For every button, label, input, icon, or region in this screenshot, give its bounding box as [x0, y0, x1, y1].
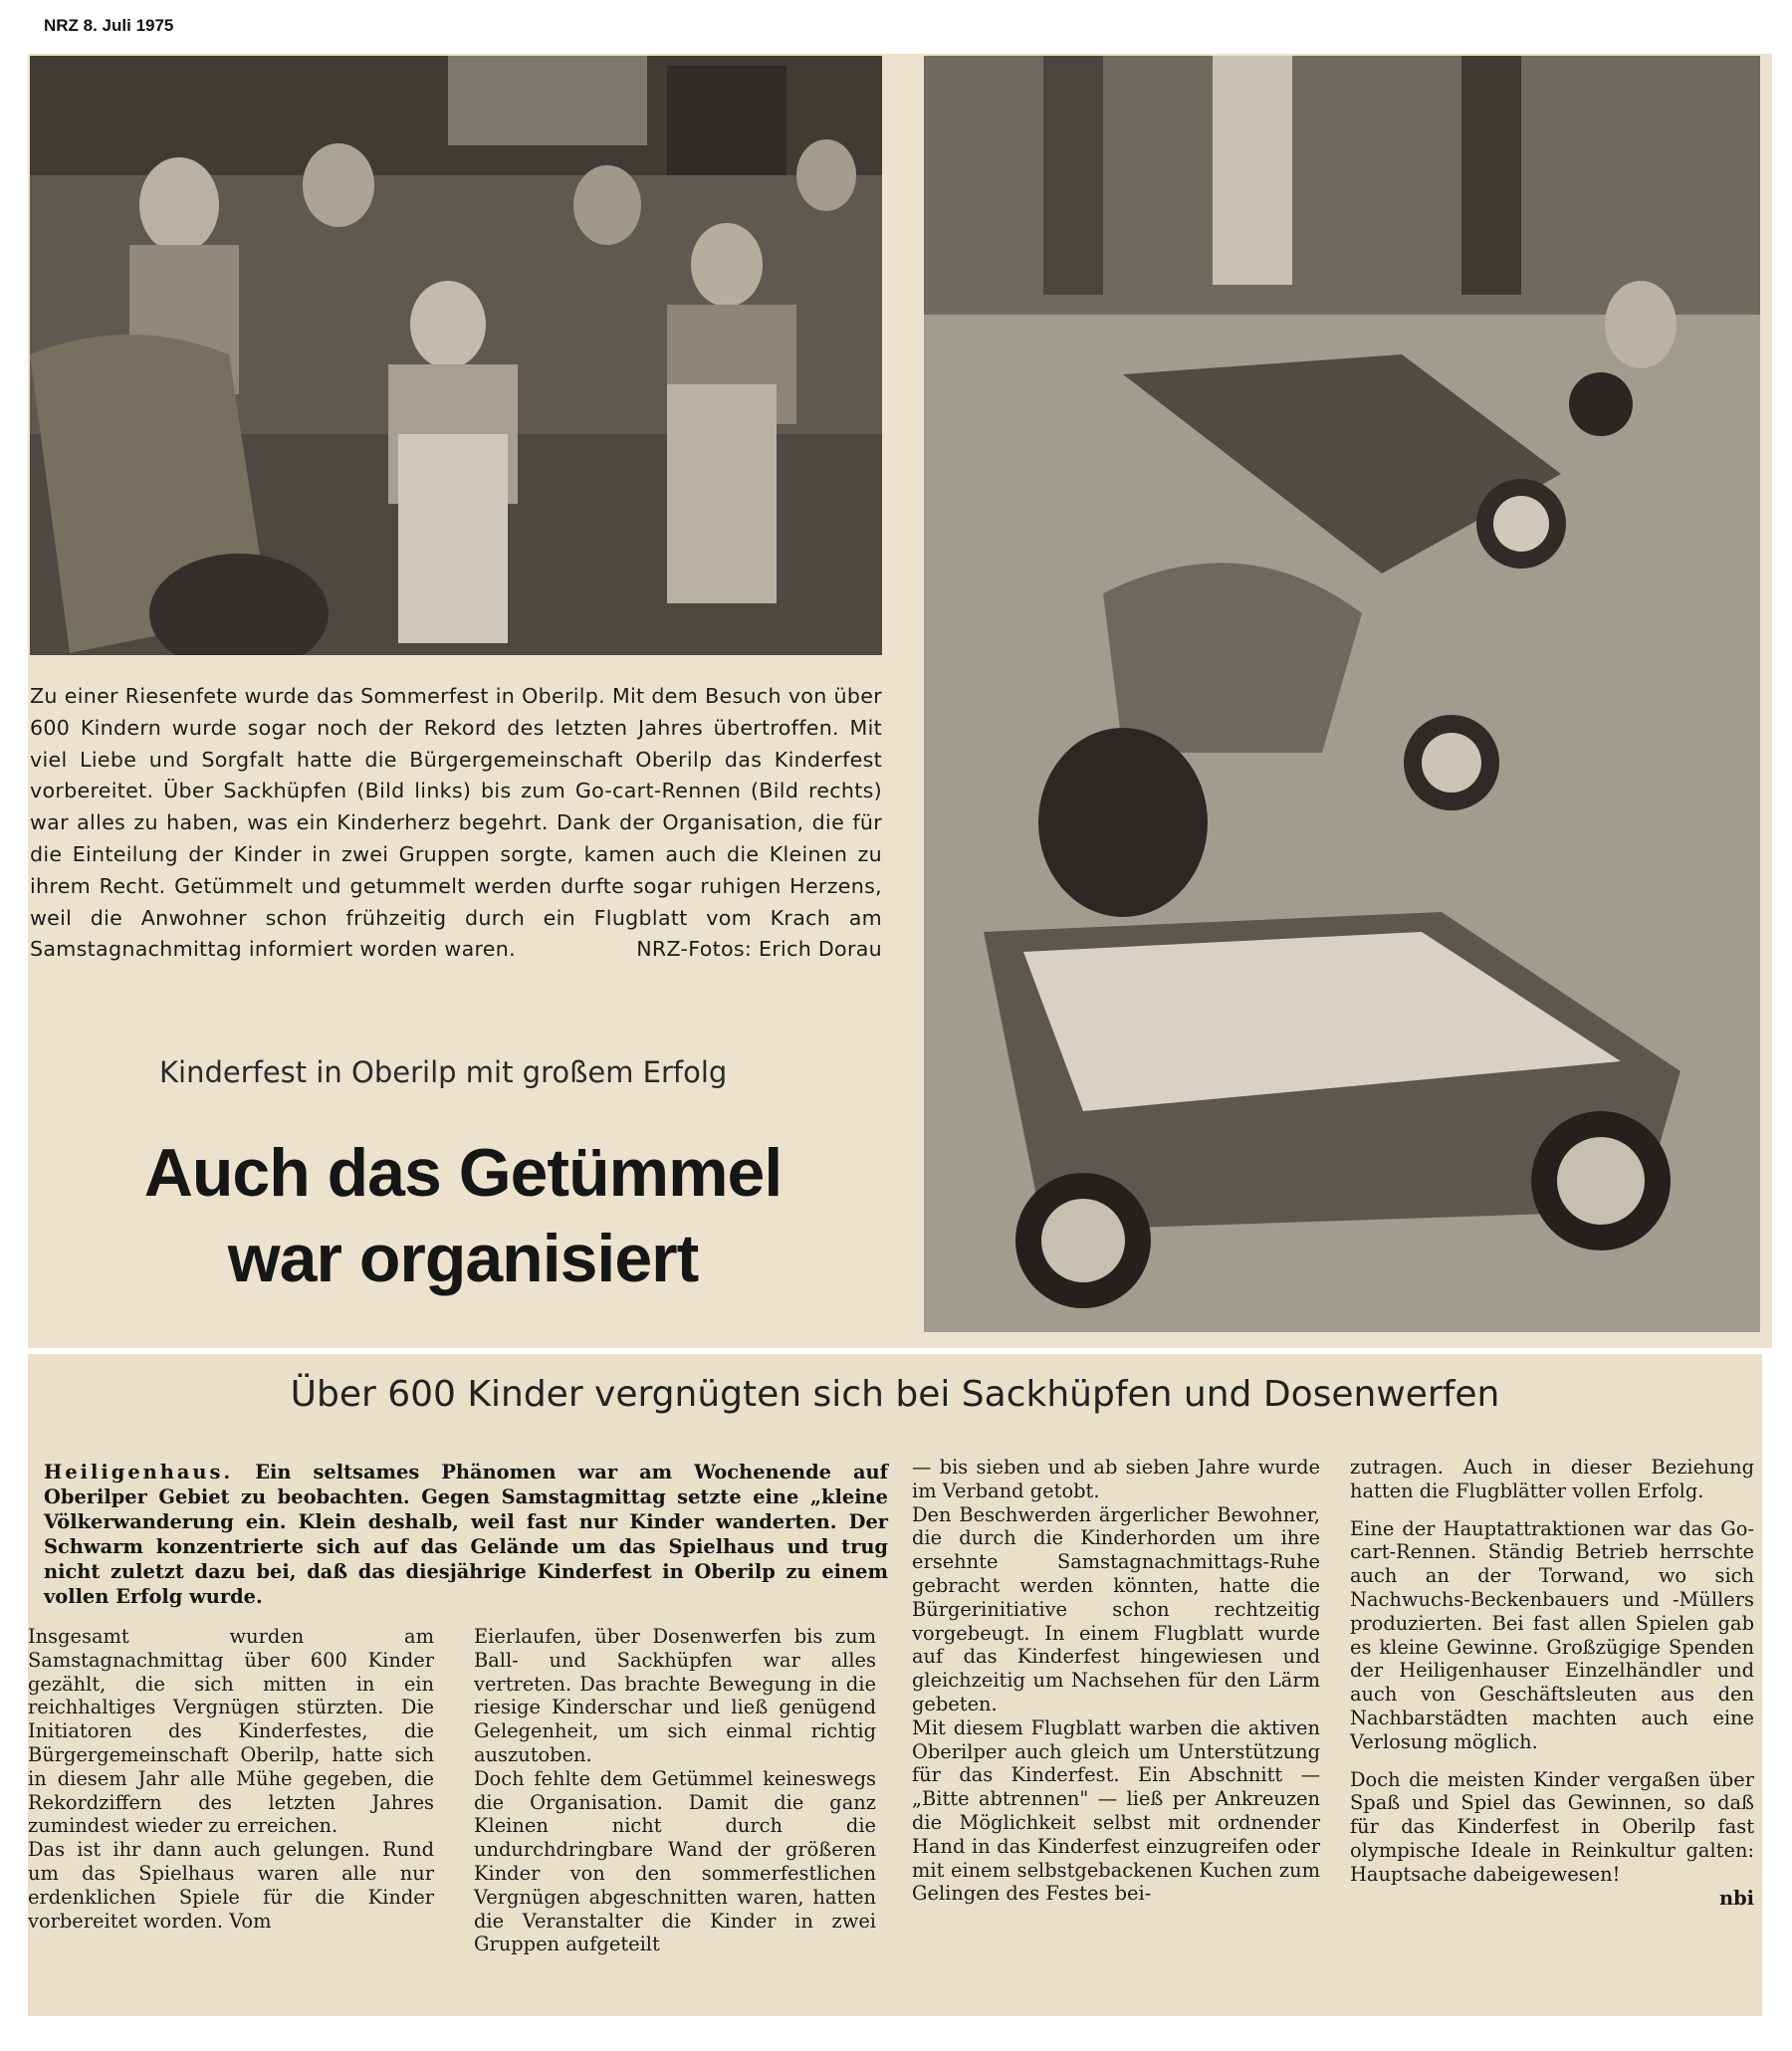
lead-paragraph	[44, 1460, 888, 1609]
article-column-2	[474, 1625, 876, 1956]
source-label: NRZ 8. Juli 1975	[44, 16, 174, 35]
paragraph: zutragen. Auch in dieser Beziehung hatten die Flugblätter vollen Erfolg.	[1350, 1456, 1754, 1502]
paragraph: Doch fehlte dem Getümmel keineswegs die Organisation. Damit die ganz Kleinen nicht durch die undurchdringbare Wand der größeren Kinder von den sommerfestlichen Vergnügen abgeschnitten waren, hatten die Veranstalter die Kinder in zwei Gruppen aufgeteilt	[474, 1766, 876, 1956]
paragraph: Eierlaufen, über Dosenwerfen bis zum Ball- und Sackhüpfen war alles vertreten. Das brachte Bewegung in die riesige Kinderschar und ließ genügend Gelegenheit, um sich einmal richtig auszutoben.	[474, 1625, 876, 1766]
paragraph: — bis sieben und ab sieben Jahre wurde im Verband getobt.	[912, 1456, 1320, 1502]
paragraph: Das ist ihr dann auch gelungen. Rund um das Spielhaus waren alle nur erdenklichen Spiele für die Kinder vorbereitet worden. Vom	[28, 1838, 434, 1933]
kicker-headline: Kinderfest in Oberilp mit großem Erfolg	[159, 1055, 728, 1089]
photo-go-cart-race	[924, 56, 1760, 1332]
paragraph: Mit diesem Flugblatt warben die aktiven Oberilper auch gleich um Unterstützung für das Kinderfest. Ein Abschnitt — „Bitte abtrennen" — ließ per Ankreuzen die Möglichkeit selbst mit ordnender Hand in das Kinderfest einzugreifen oder mit einem selbstgebackenen Kuchen zum Gelingen des Festes bei-	[912, 1715, 1320, 1906]
headline-line-1: Auch das Getümmel	[143, 1135, 783, 1211]
lead-text: Ein seltsames Phänomen war am Wochenende auf Oberilper Gebiet zu beobachten. Gegen Samstagmittag setzte eine „kleine Völkerwanderung ein. Klein deshalb, weil fast nur Kinder wanderten. Der Schwarm konzentrierte sich auf das Gelände um das Spielhaus und trug nicht zuletzt dazu bei, daß das diesjährige Kinderfest in Oberilp zu einem vollen Erfolg wurde.	[44, 1461, 888, 1608]
photo-credit: NRZ-Fotos: Erich Dorau	[636, 937, 882, 962]
article-column-1	[28, 1625, 434, 1933]
paragraph: Doch die meisten Kinder vergaßen über Spaß und Spiel das Gewinnen, so daß für das Kinderfest in Oberilp fast olympische Ideale in Reinkultur galten: Hauptsache dabeigewesen!	[1350, 1767, 1754, 1886]
dateline: Heiligenhaus.	[44, 1461, 234, 1483]
headline-line-2: war organisiert	[227, 1221, 699, 1296]
article-column-3	[912, 1456, 1320, 1906]
author-signature: nbi	[1718, 1886, 1754, 1910]
caption-text: Zu einer Riesenfete wurde das Sommerfest in Oberilp. Mit dem Besuch von über 600 Kindern wurde sogar noch der Rekord des letzten Jahres übertroffen. Mit viel Liebe und Sorgfalt hatte die Bürgergemeinschaft Oberilp das Kinderfest vorbereitet. Über Sackhüpfen (Bild links) bis zum Go-cart-Rennen (Bild rechts) war alles zu haben, was ein Kinderherz begehrt. Dank der Organisation, die für die Einteilung der Kinder in zwei Gruppen sorgte, kamen auch die Kleinen zu ihrem Recht. Getümmelt und getummelt werden durfte sogar ruhigen Herzens, weil die Anwohner schon frühzeitig durch ein Flugblatt vom Krach am Samstagnachmittag informiert worden waren.	[30, 684, 882, 962]
paragraph: Eine der Hauptattraktionen war das Go-cart-Rennen. Ständig Betrieb herrschte auch an der Torwand, wo sich Nachwuchs-Beckenbauers und -Müllers produzierten. Bei fast allen Spielen gab es kleine Gewinne. Großzügige Spenden der Heiligenhauser Einzelhändler und auch von Geschäftsleuten aus den Nachbarstädten machten auch eine Verlosung möglich.	[1350, 1516, 1754, 1753]
subheadline: Über 600 Kinder vergnügten sich bei Sackhüpfen und Dosenwerfen	[290, 1374, 1500, 1415]
headline	[50, 1130, 876, 1301]
photo-children-sack-race	[30, 56, 882, 655]
photo-caption	[30, 681, 882, 966]
paragraph: Insgesamt wurden am Samstagnachmittag über 600 Kinder gezählt, die sich mitten in ein reichhaltiges Vergnügen stürzten. Die Initiatoren des Kinderfestes, die Bürgergemeinschaft Oberilp, hatte sich in diesem Jahr alle Mühe gegeben, die Rekordziffern des letzten Jahres zumindest wieder zu erreichen.	[28, 1625, 434, 1838]
paragraph: Den Beschwerden ärgerlicher Bewohner, die durch die Kinderhorden um ihre ersehnte Samstagnachmittags-Ruhe gebracht werden könnten, hatte die Bürgerinitiative schon rechtzeitig vorgebeugt. In einem Flugblatt wurde auf das Kinderfest hingewiesen und gleichzeitig um Nachsehen für den Lärm gebeten.	[912, 1502, 1320, 1715]
article-column-4	[1350, 1456, 1754, 1910]
